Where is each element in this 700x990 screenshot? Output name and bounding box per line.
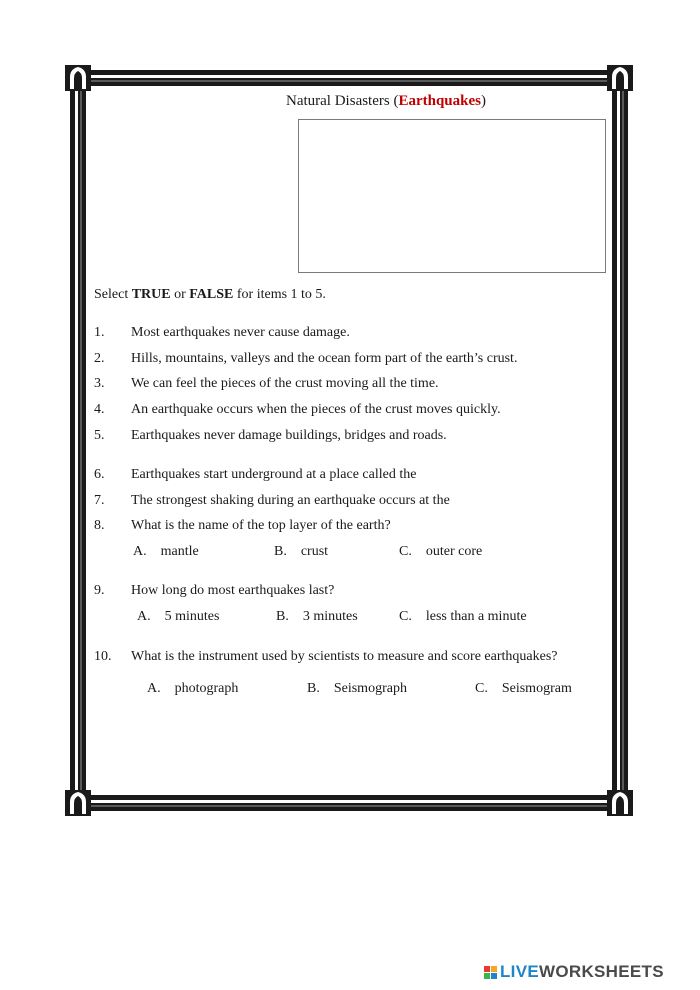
option-text: mantle <box>160 544 199 559</box>
answer-option[interactable] <box>399 609 527 625</box>
question-text: Earthquakes start underground at a place called the <box>131 467 417 482</box>
instruction-true-word: TRUE <box>131 287 171 302</box>
question-text: An earthquake occurs when the pieces of the crust moves quickly. <box>131 402 501 417</box>
answer-option[interactable] <box>399 544 482 560</box>
title-prefix: Natural Disasters ( <box>286 93 399 109</box>
question-item <box>94 493 450 509</box>
question-number: 6. <box>94 467 105 482</box>
title-highlight: Earthquakes <box>398 93 481 109</box>
question-item <box>94 428 447 444</box>
option-text: less than a minute <box>425 609 527 624</box>
gothic-arch-icon <box>65 790 91 816</box>
image-placeholder-box <box>298 119 606 273</box>
question-number: 9. <box>94 583 105 598</box>
option-text: crust <box>300 544 329 559</box>
question-item <box>94 467 416 483</box>
option-text: Seismograph <box>333 681 407 696</box>
title-suffix: ) <box>481 93 486 109</box>
frame-left-border <box>70 70 86 811</box>
question-text: Earthquakes never damage buildings, bridges and roads. <box>131 428 447 443</box>
question-number: 2. <box>94 351 105 366</box>
question-text: How long do most earthquakes last? <box>131 583 335 598</box>
option-letter: A. <box>133 544 147 559</box>
answer-option[interactable] <box>133 544 199 560</box>
option-text: 3 minutes <box>302 609 358 624</box>
question-text: We can feel the pieces of the crust moving all the time. <box>131 376 439 391</box>
question-item <box>94 351 517 367</box>
question-text: What is the instrument used by scientists to measure and score earthquakes? <box>131 649 558 664</box>
option-text: photograph <box>174 681 239 696</box>
question-text: Hills, mountains, valleys and the ocean form part of the earth’s crust. <box>131 351 518 366</box>
question-text: The strongest shaking during an earthquake occurs at the <box>131 493 450 508</box>
question-item <box>94 518 391 534</box>
option-letter: C. <box>399 544 412 559</box>
logo-text <box>500 962 664 982</box>
instruction-false-word: FALSE <box>189 287 234 302</box>
option-text: 5 minutes <box>164 609 220 624</box>
option-letter: B. <box>307 681 320 696</box>
question-number: 1. <box>94 325 105 340</box>
frame-bottom-border <box>70 795 630 811</box>
question-text: Most earthquakes never cause damage. <box>131 325 350 340</box>
answer-option[interactable] <box>475 681 572 697</box>
instruction-text <box>94 287 326 303</box>
question-text: What is the name of the top layer of the earth? <box>131 518 391 533</box>
answer-option[interactable] <box>307 681 407 697</box>
answer-option[interactable] <box>137 609 219 625</box>
gothic-arch-icon <box>65 65 91 91</box>
logo-text-suffix: WORKSHEETS <box>539 962 664 981</box>
answer-option[interactable] <box>147 681 238 697</box>
answer-option[interactable] <box>276 609 358 625</box>
option-letter: A. <box>137 609 151 624</box>
liveworksheets-logo[interactable] <box>484 962 664 982</box>
question-number: 5. <box>94 428 105 443</box>
question-item <box>94 325 350 341</box>
option-letter: B. <box>274 544 287 559</box>
frame-top-border <box>70 70 630 86</box>
frame-right-border <box>612 70 628 811</box>
logo-text-prefix: LIVE <box>500 962 539 981</box>
page-title <box>286 93 486 110</box>
instruction-suffix: for items 1 to 5. <box>233 287 326 302</box>
gothic-arch-icon <box>607 65 633 91</box>
question-number: 3. <box>94 376 105 391</box>
option-letter: B. <box>276 609 289 624</box>
question-number: 10. <box>94 649 112 664</box>
question-number: 4. <box>94 402 105 417</box>
option-letter: A. <box>147 681 161 696</box>
answer-option[interactable] <box>274 544 328 560</box>
option-letter: C. <box>399 609 412 624</box>
option-letter: C. <box>475 681 488 696</box>
gothic-arch-icon <box>607 790 633 816</box>
option-text: Seismogram <box>501 681 572 696</box>
colored-squares-icon <box>484 966 497 979</box>
question-item <box>94 649 558 665</box>
question-item <box>94 376 439 392</box>
instruction-middle: or <box>170 287 190 302</box>
instruction-prefix: Select <box>94 287 132 302</box>
option-text: outer core <box>425 544 483 559</box>
question-item <box>94 402 501 418</box>
question-number: 8. <box>94 518 105 533</box>
question-item <box>94 583 334 599</box>
question-number: 7. <box>94 493 105 508</box>
